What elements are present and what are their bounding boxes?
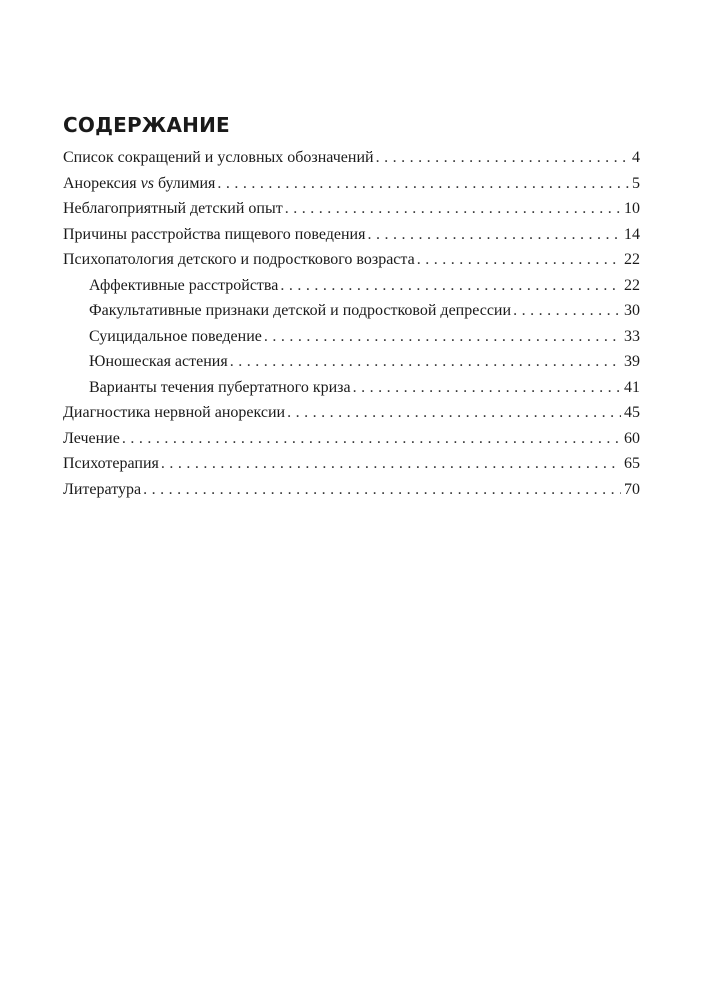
table-of-contents bbox=[63, 145, 640, 502]
toc-page-number: 65 bbox=[624, 455, 640, 472]
toc-entry-title: Психотерапия bbox=[63, 455, 159, 472]
toc-dot-leader bbox=[122, 426, 621, 452]
toc-heading: СОДЕРЖАНИЕ bbox=[63, 113, 230, 137]
toc-dot-leader bbox=[353, 375, 621, 401]
toc-entry-title bbox=[63, 171, 215, 197]
toc-entry bbox=[63, 247, 640, 273]
toc-entry-title-part: Анорексия bbox=[63, 174, 141, 192]
toc-dot-leader bbox=[287, 400, 621, 426]
toc-dot-leader bbox=[230, 349, 621, 375]
toc-entry bbox=[63, 477, 640, 503]
toc-entry-title: Неблагоприятный детский опыт bbox=[63, 200, 283, 217]
toc-entry-title-part: булимия bbox=[153, 174, 216, 192]
toc-subentry bbox=[63, 349, 640, 375]
toc-entry bbox=[63, 196, 640, 222]
toc-subentry bbox=[63, 298, 640, 324]
toc-subentry bbox=[63, 273, 640, 299]
toc-dot-leader bbox=[376, 145, 629, 171]
toc-entry-title-italic: vs bbox=[140, 174, 154, 192]
toc-entry bbox=[63, 171, 640, 197]
toc-dot-leader bbox=[280, 273, 621, 299]
toc-dot-leader bbox=[264, 324, 621, 350]
toc-page-number: 5 bbox=[632, 174, 640, 192]
toc-dot-leader bbox=[285, 196, 621, 222]
toc-entry-title: Юношеская астения bbox=[89, 353, 228, 370]
toc-entry-title: Варианты течения пубертатного криза bbox=[89, 378, 351, 396]
toc-page-number: 39 bbox=[624, 353, 640, 370]
toc-entry-title: Причины расстройства пищевого поведения bbox=[63, 225, 366, 243]
toc-dot-leader bbox=[143, 477, 621, 503]
toc-page-number: 4 bbox=[632, 149, 640, 166]
toc-dot-leader bbox=[217, 171, 629, 197]
toc-entry bbox=[63, 145, 640, 171]
toc-page-number: 30 bbox=[624, 302, 640, 319]
toc-entry bbox=[63, 222, 640, 248]
toc-dot-leader bbox=[161, 451, 621, 477]
toc-entry-title: Факультативные признаки детской и подростковой депрессии bbox=[89, 302, 512, 319]
toc-entry-title: Психопатология детского и подросткового возраста bbox=[63, 251, 415, 268]
toc-entry-title: Суицидальное поведение bbox=[89, 327, 262, 345]
toc-page-number: 45 bbox=[624, 404, 640, 421]
toc-entry bbox=[63, 451, 640, 477]
toc-entry-title: Список сокращений и условных обозначений bbox=[63, 149, 374, 166]
toc-subentry bbox=[63, 324, 640, 350]
toc-dot-leader bbox=[417, 247, 621, 273]
toc-entry-title: Диагностика нервной анорексии bbox=[63, 404, 286, 421]
toc-entry-title: Литература bbox=[63, 480, 142, 498]
toc-entry-title: Аффективные расстройства bbox=[89, 276, 279, 294]
toc-page-number: 33 bbox=[624, 327, 640, 345]
toc-page-number: 22 bbox=[624, 251, 640, 268]
toc-page-number: 60 bbox=[624, 429, 640, 447]
toc-entry-title: Лечение bbox=[63, 429, 120, 447]
toc-page-number: 22 bbox=[624, 276, 640, 294]
toc-page-number: 70 bbox=[624, 480, 640, 498]
toc-page-number: 41 bbox=[624, 378, 640, 396]
toc-dot-leader bbox=[367, 222, 621, 248]
toc-page-number: 14 bbox=[624, 225, 640, 243]
toc-subentry bbox=[63, 375, 640, 401]
toc-entry bbox=[63, 426, 640, 452]
toc-page-number: 10 bbox=[624, 200, 640, 217]
toc-dot-leader bbox=[513, 298, 621, 324]
toc-entry bbox=[63, 400, 640, 426]
